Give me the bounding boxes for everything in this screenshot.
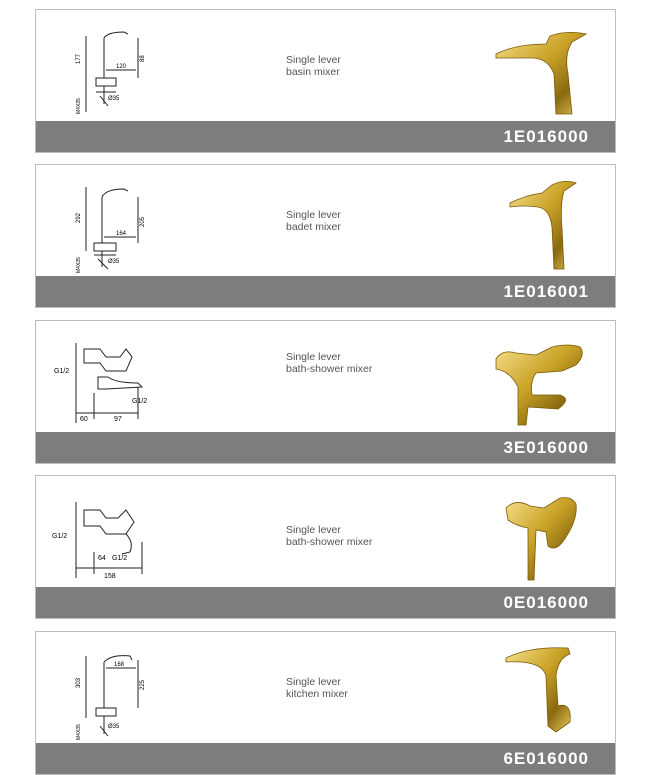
description-line-1: Single lever bbox=[286, 524, 341, 536]
dim-d2: 97 bbox=[114, 416, 122, 423]
faucet-photo bbox=[476, 480, 596, 586]
dim-outlet: G1/2 bbox=[132, 398, 148, 405]
faucet-photo bbox=[476, 325, 596, 431]
description-line-1: Single lever bbox=[286, 676, 341, 688]
product-code: 3E016000 bbox=[503, 438, 589, 457]
product-card-bath-shower-mixer-2 bbox=[35, 475, 616, 619]
product-card-basin-mixer bbox=[35, 9, 616, 153]
dim-height: 292 bbox=[76, 212, 82, 223]
product-code: 6E016000 bbox=[503, 749, 589, 768]
dim-base: Ø35 bbox=[108, 96, 120, 102]
dim-thread: M4X35 bbox=[76, 724, 82, 740]
technical-drawing bbox=[46, 171, 156, 275]
faucet-photo bbox=[476, 14, 596, 120]
dim-reach: 168 bbox=[114, 662, 125, 668]
description-line-1: Single lever bbox=[286, 54, 341, 66]
description-line-1: Single lever bbox=[286, 209, 341, 221]
description-line-2: bath-shower mixer bbox=[286, 363, 373, 375]
product-description bbox=[286, 351, 406, 375]
technical-drawing bbox=[46, 327, 156, 431]
technical-drawing bbox=[46, 638, 156, 742]
dim-reach: 120 bbox=[116, 64, 127, 70]
technical-drawing bbox=[46, 482, 156, 586]
faucet-photo bbox=[476, 169, 596, 275]
product-code: 1E016000 bbox=[503, 127, 589, 146]
product-code-bar bbox=[36, 432, 615, 463]
dim-d2: 158 bbox=[104, 573, 116, 580]
product-code-bar bbox=[36, 743, 615, 774]
dim-thread: M4X35 bbox=[76, 98, 82, 114]
dim-height2: 88 bbox=[140, 55, 146, 62]
dim-base: Ø35 bbox=[108, 724, 120, 730]
product-code-bar bbox=[36, 121, 615, 152]
description-line-2: badet mixer bbox=[286, 221, 341, 233]
product-code: 0E016000 bbox=[503, 593, 589, 612]
product-code-bar bbox=[36, 276, 615, 307]
product-code-bar bbox=[36, 587, 615, 618]
faucet-photo bbox=[476, 636, 596, 742]
dim-d1: 60 bbox=[80, 416, 88, 423]
description-line-2: basin mixer bbox=[286, 66, 340, 78]
description-line-2: bath-shower mixer bbox=[286, 536, 373, 548]
dim-reach: 164 bbox=[116, 231, 127, 237]
dim-height: 303 bbox=[76, 677, 82, 688]
dim-height2: 205 bbox=[140, 216, 146, 227]
dim-inlet: G1/2 bbox=[52, 533, 68, 540]
product-card-bidet-mixer bbox=[35, 164, 616, 308]
product-card-bath-shower-mixer bbox=[35, 320, 616, 464]
technical-drawing bbox=[46, 16, 156, 120]
product-description bbox=[286, 209, 406, 233]
description-line-2: kitchen mixer bbox=[286, 688, 348, 700]
dim-outlet: G1/2 bbox=[112, 555, 128, 562]
dim-inlet: G1/2 bbox=[54, 368, 70, 375]
description-line-1: Single lever bbox=[286, 351, 341, 363]
product-code: 1E016001 bbox=[503, 282, 589, 301]
dim-base: Ø35 bbox=[108, 259, 120, 265]
product-description bbox=[286, 676, 406, 700]
product-card-kitchen-mixer bbox=[35, 631, 616, 775]
dim-thread: M4X35 bbox=[76, 257, 82, 273]
product-description bbox=[286, 524, 406, 548]
dim-d1: 64 bbox=[98, 555, 106, 562]
dim-height2: 225 bbox=[140, 679, 146, 690]
product-description bbox=[286, 54, 406, 78]
dim-height: 177 bbox=[76, 53, 82, 64]
